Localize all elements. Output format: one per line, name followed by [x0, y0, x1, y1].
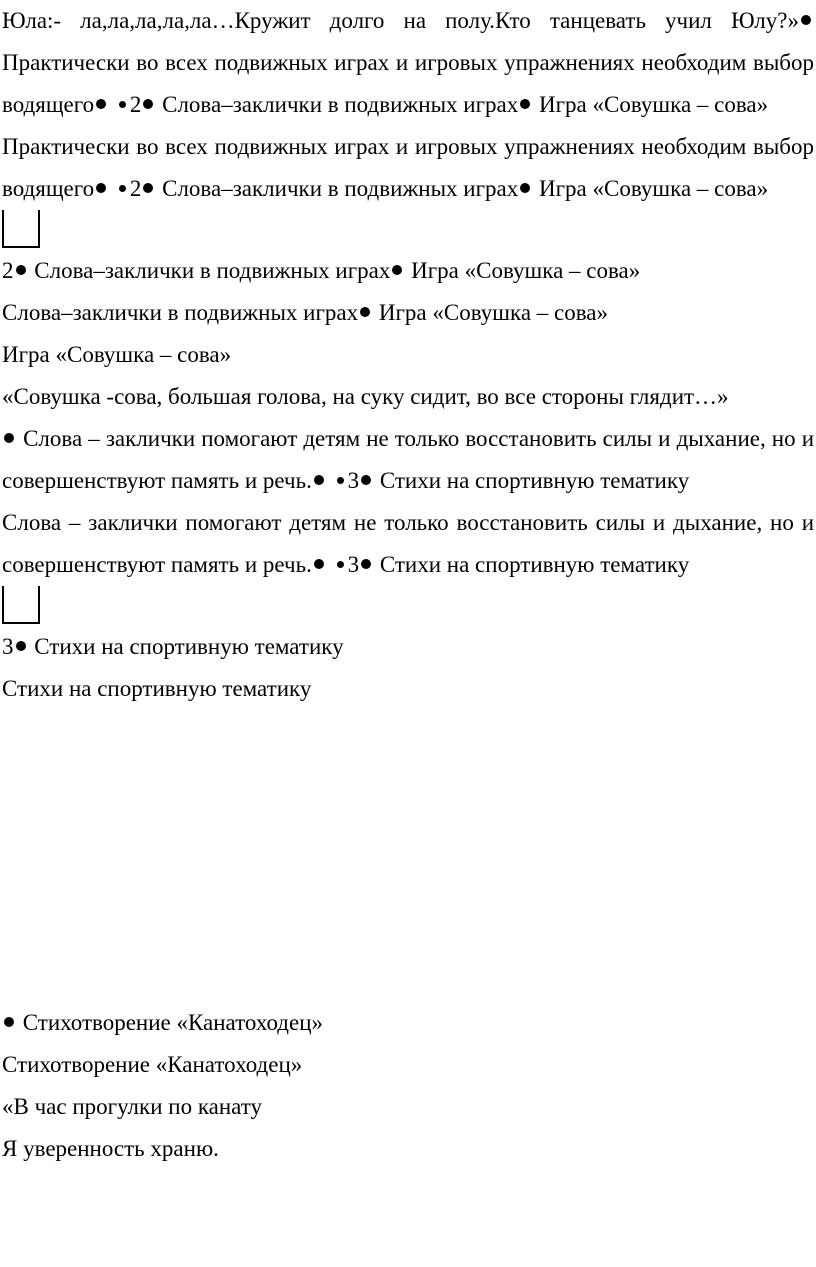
- text-poem-title: Стихотворение «Канатоходец»: [22, 1010, 324, 1035]
- text-sport-verses: Стихи на спортивную тематику: [379, 468, 690, 493]
- text-zaklichki: Слова–заклички в подвижных играх: [162, 176, 519, 201]
- text-choice-leader: Практически во всех подвижных играх и игровых упражнениях необходим выбор водящего: [2, 134, 814, 201]
- text-number: 3: [347, 552, 360, 577]
- text-number: 3: [347, 468, 360, 493]
- paragraph-14: [2, 1128, 814, 1170]
- text-game-sovushka: Игра «Совушка – сова»: [538, 176, 769, 201]
- bullet-icon: [119, 185, 126, 192]
- paragraph-2: [2, 126, 814, 210]
- paragraph-10: [2, 668, 814, 710]
- bullet-icon: [119, 101, 126, 108]
- bullet-icon: [361, 475, 371, 485]
- text-game-sovushka: Игра «Совушка – сова»: [538, 92, 769, 117]
- bullet-icon: [96, 183, 106, 193]
- text-sport-verses: Стихи на спортивную тематику: [34, 634, 344, 659]
- bullet-icon: [801, 15, 811, 25]
- text-zaklichki: Слова–заклички в подвижных играх: [2, 300, 359, 325]
- blank-space: [2, 710, 814, 1002]
- empty-box-icon: [2, 210, 40, 248]
- bullet-icon: [16, 265, 26, 275]
- paragraph-13: [2, 1086, 814, 1128]
- bullet-icon: [4, 1017, 14, 1027]
- text-game-sovushka: Игра «Совушка – сова»: [2, 342, 232, 367]
- bullet-icon: [314, 475, 324, 485]
- text-choice-leader: Практически во всех подвижных играх и игровых упражнениях необходим выбор водящего: [2, 50, 814, 117]
- text-number: 2: [129, 176, 142, 201]
- paragraph-7: [2, 418, 814, 502]
- paragraph-5: [2, 334, 814, 376]
- paragraph-4: [2, 292, 814, 334]
- text-poem-line: «В час прогулки по канату: [2, 1094, 263, 1119]
- bullet-icon: [4, 433, 14, 443]
- paragraph-8: [2, 502, 814, 586]
- bullet-icon: [143, 183, 153, 193]
- text-game-sovushka: Игра «Совушка – сова»: [411, 258, 641, 283]
- text-zaklichki: Слова–заклички в подвижных играх: [34, 258, 391, 283]
- bullet-icon: [16, 641, 26, 651]
- bullet-icon: [96, 99, 106, 109]
- text-yula-verse: Юла:- ла,ла,ла,ла,ла…Кружит долго на полу.Кто танцевать учил Юлу?»: [2, 8, 799, 33]
- text-number: 2: [2, 258, 14, 283]
- text-game-sovushka: Игра «Совушка – сова»: [378, 300, 609, 325]
- bullet-icon: [520, 99, 530, 109]
- text-zaklichki-help: Слова – заклички помогают детям не только восстановить силы и дыхание, но и совершенствуют память и речь.: [2, 510, 814, 577]
- text-number: 3: [2, 634, 14, 659]
- text-number: 2: [129, 92, 142, 117]
- paragraph-9: [2, 626, 814, 668]
- paragraph-12: [2, 1044, 814, 1086]
- paragraph-6: [2, 376, 814, 418]
- bullet-icon: [337, 561, 344, 568]
- bullet-icon: [314, 559, 324, 569]
- text-poem-line: Я уверенность храню.: [2, 1136, 219, 1161]
- text-sovushka-rhyme: «Совушка -сова, большая голова, на суку сидит, во все стороны глядит…»: [2, 384, 729, 409]
- text-poem-title: Стихотворение «Канатоходец»: [2, 1052, 303, 1077]
- empty-box-icon: [2, 586, 40, 624]
- paragraph-11: [2, 1002, 814, 1044]
- paragraph-3: [2, 250, 814, 292]
- text-sport-verses: Стихи на спортивную тематику: [2, 676, 312, 701]
- text-zaklichki: Слова–заклички в подвижных играх: [162, 92, 519, 117]
- bullet-icon: [392, 265, 402, 275]
- document-page: [2, 0, 814, 1170]
- text-sport-verses: Стихи на спортивную тематику: [379, 552, 690, 577]
- bullet-icon: [520, 183, 530, 193]
- bullet-icon: [143, 99, 153, 109]
- paragraph-1: [2, 0, 814, 126]
- bullet-icon: [337, 477, 344, 484]
- bullet-icon: [360, 307, 370, 317]
- text-zaklichki-help: Слова – заклички помогают детям не только восстановить силы и дыхание, но и совершенствуют память и речь.: [2, 426, 815, 493]
- bullet-icon: [361, 559, 371, 569]
